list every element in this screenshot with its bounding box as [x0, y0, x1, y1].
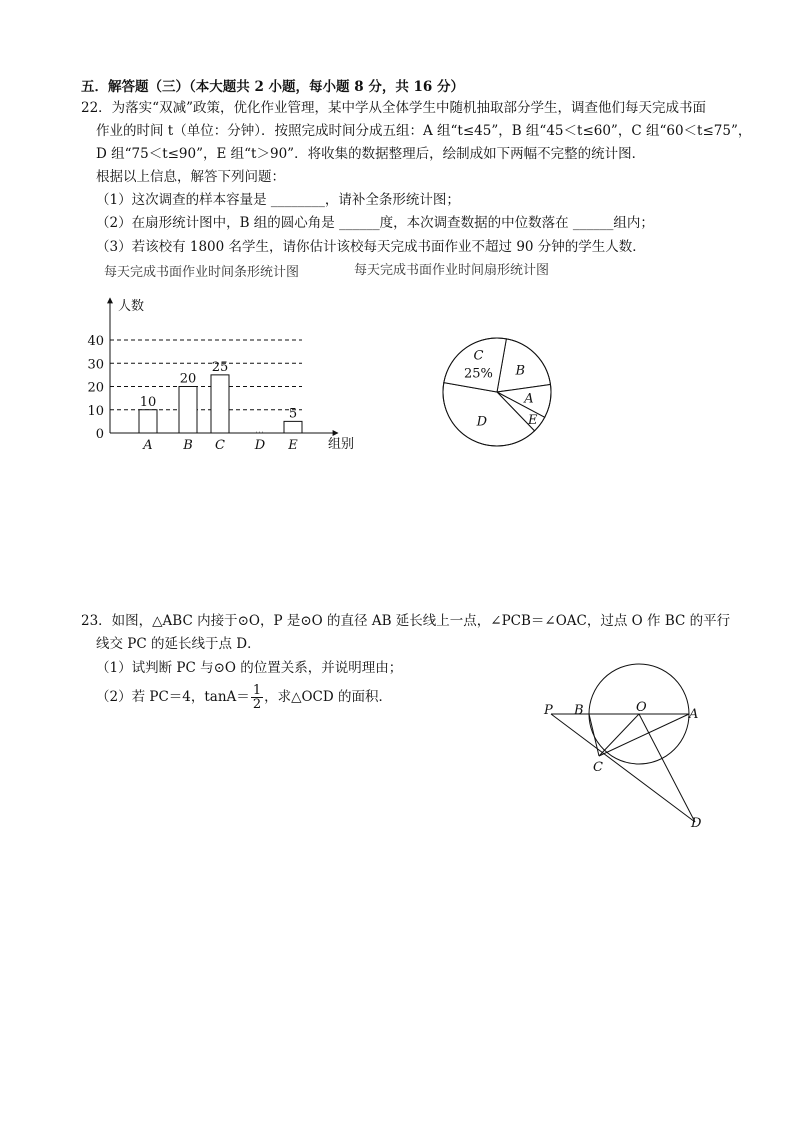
y-tick-label: 30 [87, 357, 104, 373]
bar-value-label: 25 [211, 359, 229, 375]
pie-label-a: A [524, 391, 534, 407]
x-tick-label: C [215, 438, 225, 453]
bar-a [139, 410, 157, 433]
pie-chart [440, 335, 560, 455]
q22-line3: D 组“75＜t≤90”，E 组“t＞90”．将收集的数据整理后，绘制成如下两幅不完整的统计图． [96, 146, 646, 162]
pie-slice-c [444, 338, 507, 392]
geometry-figure [540, 640, 720, 840]
segment-oc [599, 714, 639, 756]
pie-label-d: D [476, 414, 488, 430]
fraction-numerator: 1 [252, 683, 262, 698]
q23-sub2 [96, 683, 392, 711]
segment-bc [589, 714, 599, 756]
q22-line4: 根据以上信息，解答下列问题： [96, 169, 285, 185]
q22-line1: 22．为落实“双减”政策，优化作业管理，某中学从全体学生中随机抽取部分学生，调查他们每天完成书面 [81, 100, 706, 116]
segment-ca [599, 714, 689, 756]
fraction-one-half [251, 684, 263, 711]
bar-c [211, 375, 229, 433]
x-tick-label: E [288, 438, 298, 453]
x-tick-label: B [183, 438, 193, 453]
section-title: 五．解答题（三）（本大题共 2 小题，每小题 8 分，共 16 分） [81, 79, 465, 95]
bar-b [179, 387, 197, 434]
y-axis-label: 人数 [118, 299, 145, 314]
label-o: O [636, 700, 647, 715]
label-d: D [691, 816, 702, 831]
bar-value-label: 10 [139, 394, 157, 410]
q23-line2: 线交 PC 的延长线于点 D． [96, 636, 261, 652]
y-tick-label: 20 [87, 380, 104, 396]
label-c: C [593, 760, 603, 775]
label-p: P [544, 703, 553, 718]
bar-chart [80, 290, 380, 460]
bar-value-label: 20 [179, 371, 197, 387]
pie-percent-label: 25% [463, 366, 493, 382]
bar-chart-caption: 每天完成书面作业时间条形统计图 [104, 265, 300, 280]
bar-value-label: 5 [288, 406, 298, 422]
pie-chart-caption: 每天完成书面作业时间扇形统计图 [354, 263, 550, 278]
bar-e [284, 421, 302, 433]
q23-line1: 23．如图，△ABC 内接于⊙O，P 是⊙O 的直径 AB 延长线上一点，∠PCB＝∠OAC，过点 O 作 BC 的平行 [81, 613, 731, 629]
y-tick-label: 40 [87, 334, 104, 349]
label-a: A [689, 707, 699, 722]
q23-sub2-pre: （2）若 PC＝4，tanA＝ [96, 689, 250, 705]
pie-label-c: C [473, 348, 484, 364]
q22-line2: 作业的时间 t（单位：分钟）．按照完成时间分成五组：A 组“t≤45”，B 组“45＜t≤60”，C 组“60＜t≤75”， [96, 123, 752, 139]
q22-sub2: （2）在扇形统计图中，B 组的圆心角是 ______度，本次调查数据的中位数落在 ______组内； [96, 215, 654, 231]
q22-sub1: （1）这次调查的样本容量是 ________，请补全条形统计图； [96, 192, 460, 208]
y-tick-label: 0 [95, 427, 104, 442]
pie-label-e: E [528, 412, 538, 428]
x-tick-label: A [143, 438, 153, 453]
x-axis-label: 组别 [328, 437, 355, 452]
y-tick-label: 10 [87, 403, 104, 419]
q23-sub2-post: ，求△OCD 的面积． [264, 689, 392, 705]
q22-sub3: （3）若该校有 1800 名学生，请你估计该校每天完成书面作业不超过 90 分钟的学生人数． [96, 239, 646, 255]
pie-label-b: B [515, 363, 526, 379]
label-b: B [574, 703, 584, 718]
x-tick-label: D [254, 438, 266, 453]
q23-sub1: （1）试判断 PC 与⊙O 的位置关系，并说明理由； [96, 660, 403, 676]
fraction-denominator: 2 [252, 697, 262, 712]
